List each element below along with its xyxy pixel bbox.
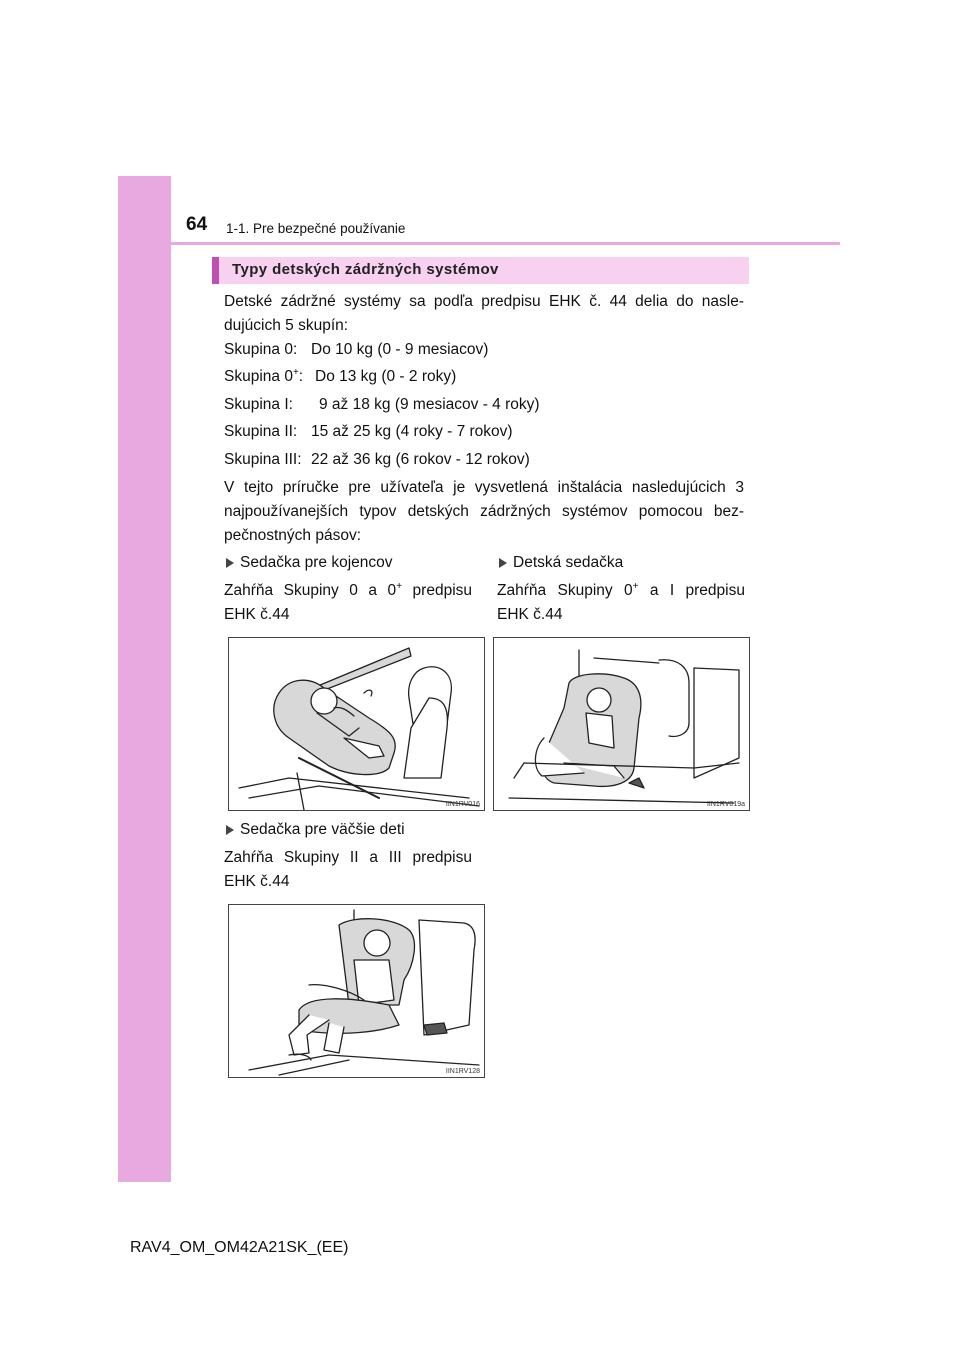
type-title: Sedačka pre väčšie deti — [224, 818, 472, 842]
booster-seat-drawing — [229, 905, 484, 1077]
page-number: 64 — [186, 214, 208, 235]
type-description: Zahŕňa Skupiny 0 a 0+ predpisu EHK č.44 — [224, 581, 473, 623]
illustration-code: IIN1RV019a — [706, 801, 745, 808]
section-title: Typy detských zádržných systémov — [232, 261, 499, 278]
type-child-seat — [497, 551, 745, 627]
type-infant-seat — [224, 551, 472, 627]
type-description: Zahŕňa Skupiny II a III predpisu EHK č.44 — [224, 849, 472, 890]
booster-seat-illustration — [228, 904, 485, 1078]
group-value: Do 13 kg (0 - 2 roky) — [315, 368, 457, 385]
group-value: 22 až 36 kg (6 rokov - 12 rokov) — [311, 451, 530, 468]
bullet-icon — [499, 558, 507, 568]
bullet-icon — [226, 825, 234, 835]
group-label: Skupina 0: — [224, 341, 298, 358]
group-label: Skupina 0+: — [224, 367, 304, 385]
group-value: 9 až 18 kg (9 mesiacov - 4 roky) — [319, 396, 540, 413]
chapter-tab — [118, 176, 171, 1182]
child-seat-drawing — [494, 638, 749, 810]
type-title: Sedačka pre kojencov — [224, 551, 472, 575]
header-rule — [171, 242, 840, 245]
bullet-icon — [226, 558, 234, 568]
document-code: RAV4_OM_OM42A21SK_(EE) — [130, 1239, 349, 1256]
explanation-paragraph: V tejto príručke pre užívateľa je vysvetlená inštalácia nasledujúcich 3 najpoužívanejších typov detských zádržných systémov pomocou bez-pečnostných pásov: — [224, 479, 744, 544]
group-label: Skupina I: — [224, 396, 293, 413]
illustration-code: IIN1RV128 — [445, 1068, 480, 1075]
group-value: 15 až 25 kg (4 roky - 7 rokov) — [311, 423, 513, 440]
group-label: Skupina II: — [224, 423, 298, 440]
illustration-code: IIN1RV016 — [445, 801, 480, 808]
group-label: Skupina III: — [224, 451, 302, 468]
type-title: Detská sedačka — [497, 551, 745, 575]
group-value: Do 10 kg (0 - 9 mesiacov) — [311, 341, 489, 358]
intro-paragraph: Detské zádržné systémy sa podľa predpisu EHK č. 44 delia do nasle-dujúcich 5 skupín: — [224, 293, 744, 334]
section-heading — [212, 257, 749, 284]
infant-seat-drawing — [229, 638, 484, 810]
child-seat-illustration — [493, 637, 750, 811]
type-description: Zahŕňa Skupiny 0+ a I predpisu EHK č.44 — [497, 581, 745, 623]
chapter-title: 1-1. Pre bezpečné používanie — [226, 221, 406, 236]
type-booster-seat — [224, 818, 472, 894]
infant-seat-illustration — [228, 637, 485, 811]
